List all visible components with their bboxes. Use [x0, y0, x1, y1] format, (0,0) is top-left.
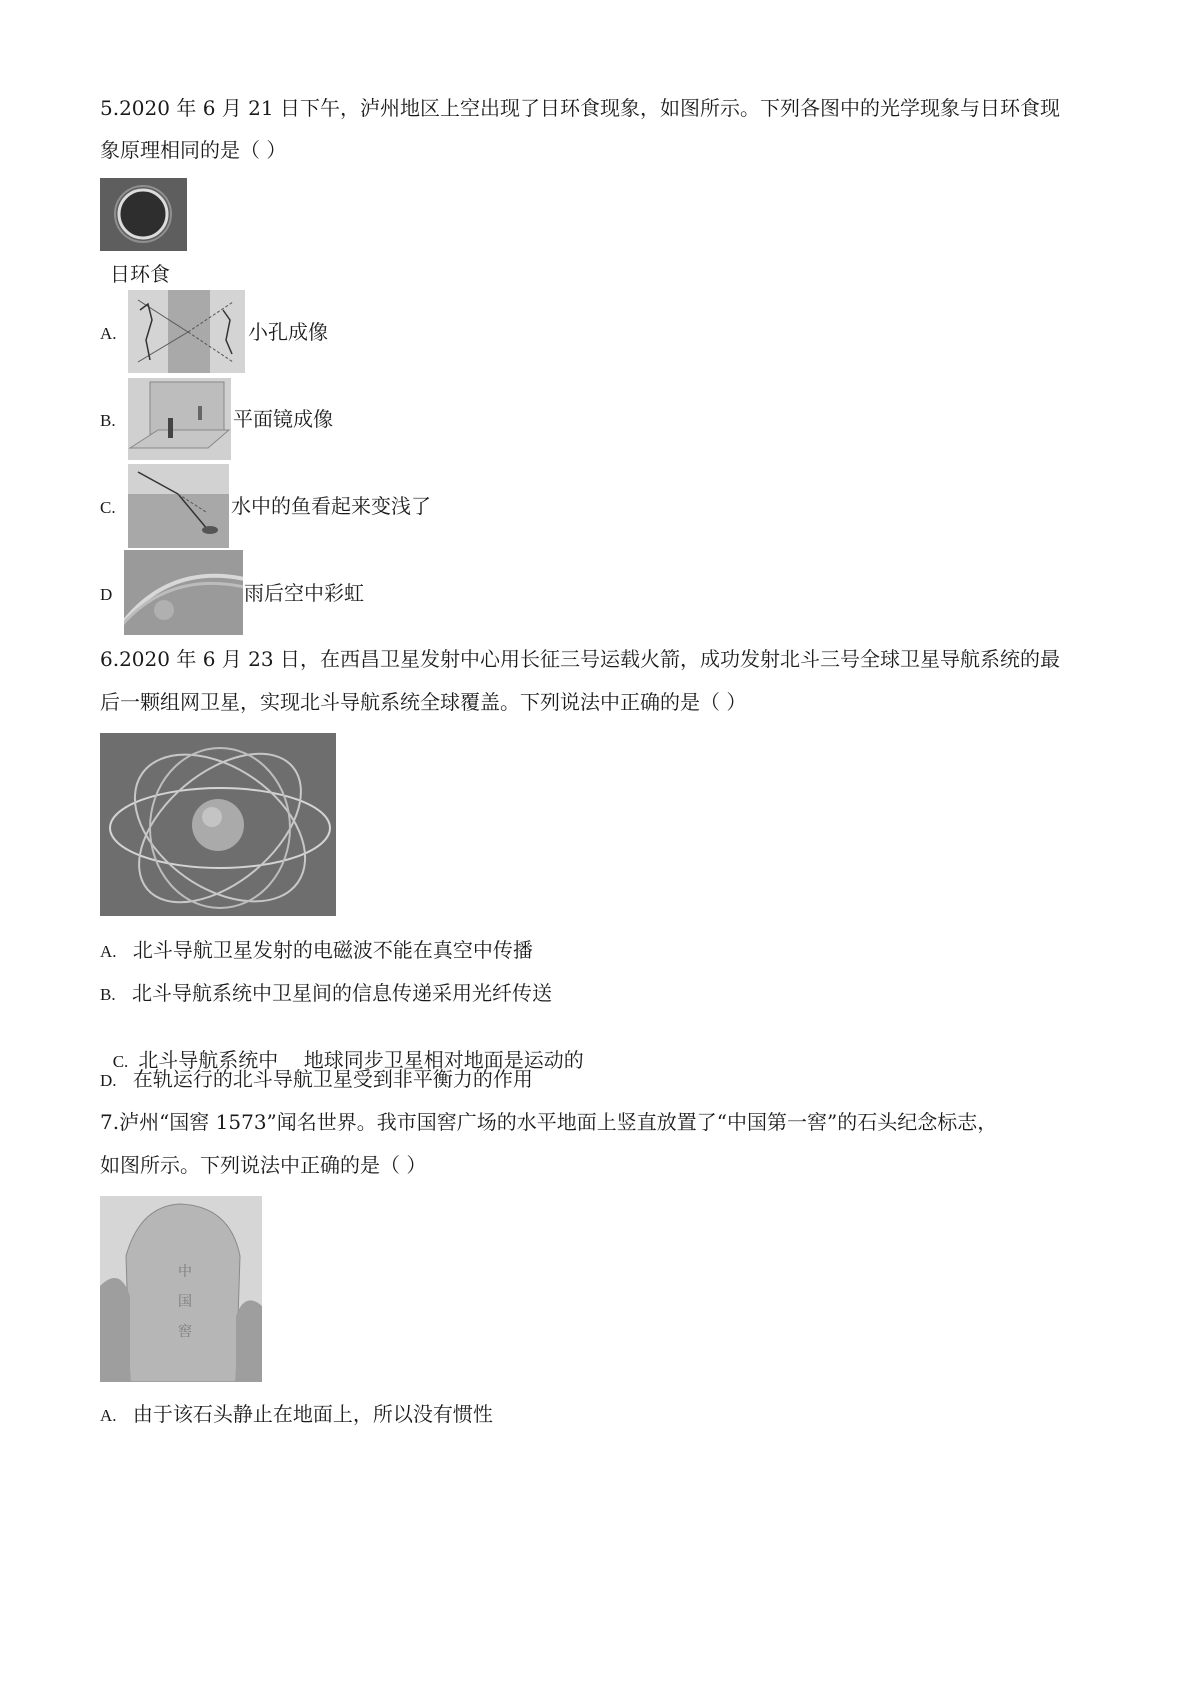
q5-option-d-letter: D — [100, 585, 113, 604]
q6-option-a — [100, 938, 533, 964]
q7-stem-line1: 7.泸州“国窖 1573”闻名世界。我市国窖广场的水平地面上竖直放置了“中国第一窖”的石头纪念标志， — [100, 1110, 998, 1134]
q5-stem-line1: 5.2020 年 6 月 21 日下午，泸州地区上空出现了日环食现象，如图所示。下列各图中的光学现象与日环食现 — [100, 96, 1060, 120]
q6-option-a-letter: A. — [100, 942, 117, 961]
pinhole-image — [128, 290, 245, 373]
fish-in-water-image — [128, 464, 229, 548]
q6-option-d — [100, 1067, 533, 1093]
q5-option-c-letter: C. — [100, 498, 116, 517]
q7-option-a-text: 由于该石头静止在地面上，所以没有惯性 — [132, 1402, 493, 1426]
q6-option-a-text: 北斗导航卫星发射的电磁波不能在真空中传播 — [132, 938, 533, 962]
plane-mirror-image — [128, 378, 231, 460]
stone-monument-image — [100, 1196, 262, 1382]
q7-option-a-letter: A. — [100, 1406, 117, 1425]
q6-option-b-text: 北斗导航系统中卫星间的信息传递采用光纤传送 — [131, 981, 552, 1005]
q6-option-b — [100, 981, 552, 1007]
q5-option-a-text: 小孔成像 — [248, 320, 328, 344]
q6-option-d-letter: D. — [100, 1071, 117, 1090]
svg-text:国: 国 — [178, 1294, 192, 1310]
q6-stem-line1: 6.2020 年 6 月 23 日，在西昌卫星发射中心用长征三号运载火箭，成功发射北斗三号全球卫星导航系统的最 — [100, 647, 1060, 671]
q5-option-c-text: 水中的鱼看起来变浅了 — [231, 494, 431, 518]
q6-option-b-letter: B. — [100, 985, 116, 1004]
q6-stem-line2: 后一颗组网卫星，实现北斗导航系统全球覆盖。下列说法中正确的是（ ） — [100, 690, 747, 714]
rainbow-image — [124, 550, 243, 635]
solar-eclipse-image — [100, 178, 187, 251]
svg-text:中: 中 — [178, 1264, 192, 1280]
q5-option-a-letter: A. — [100, 324, 117, 343]
q7-option-a — [100, 1402, 493, 1428]
q6-option-c-letter: C. — [112, 1052, 129, 1071]
q6-option-c-text: 北斗导航系统中 地球同步卫星相对地面是运动的 — [138, 1048, 584, 1072]
q5-option-b-text: 平面镜成像 — [233, 407, 333, 431]
eclipse-caption: 日环食 — [110, 262, 170, 286]
svg-text:窖: 窖 — [178, 1324, 192, 1340]
beidou-satellite-orbits-image — [100, 733, 336, 916]
q5-option-b-letter: B. — [100, 411, 116, 430]
q6-option-d-text: 在轨运行的北斗导航卫星受到非平衡力的作用 — [132, 1067, 533, 1091]
q5-stem-line2: 象原理相同的是（ ） — [100, 138, 287, 162]
q7-stem-line2: 如图所示。下列说法中正确的是（ ） — [100, 1153, 427, 1177]
q5-option-d-text: 雨后空中彩虹 — [244, 581, 364, 605]
